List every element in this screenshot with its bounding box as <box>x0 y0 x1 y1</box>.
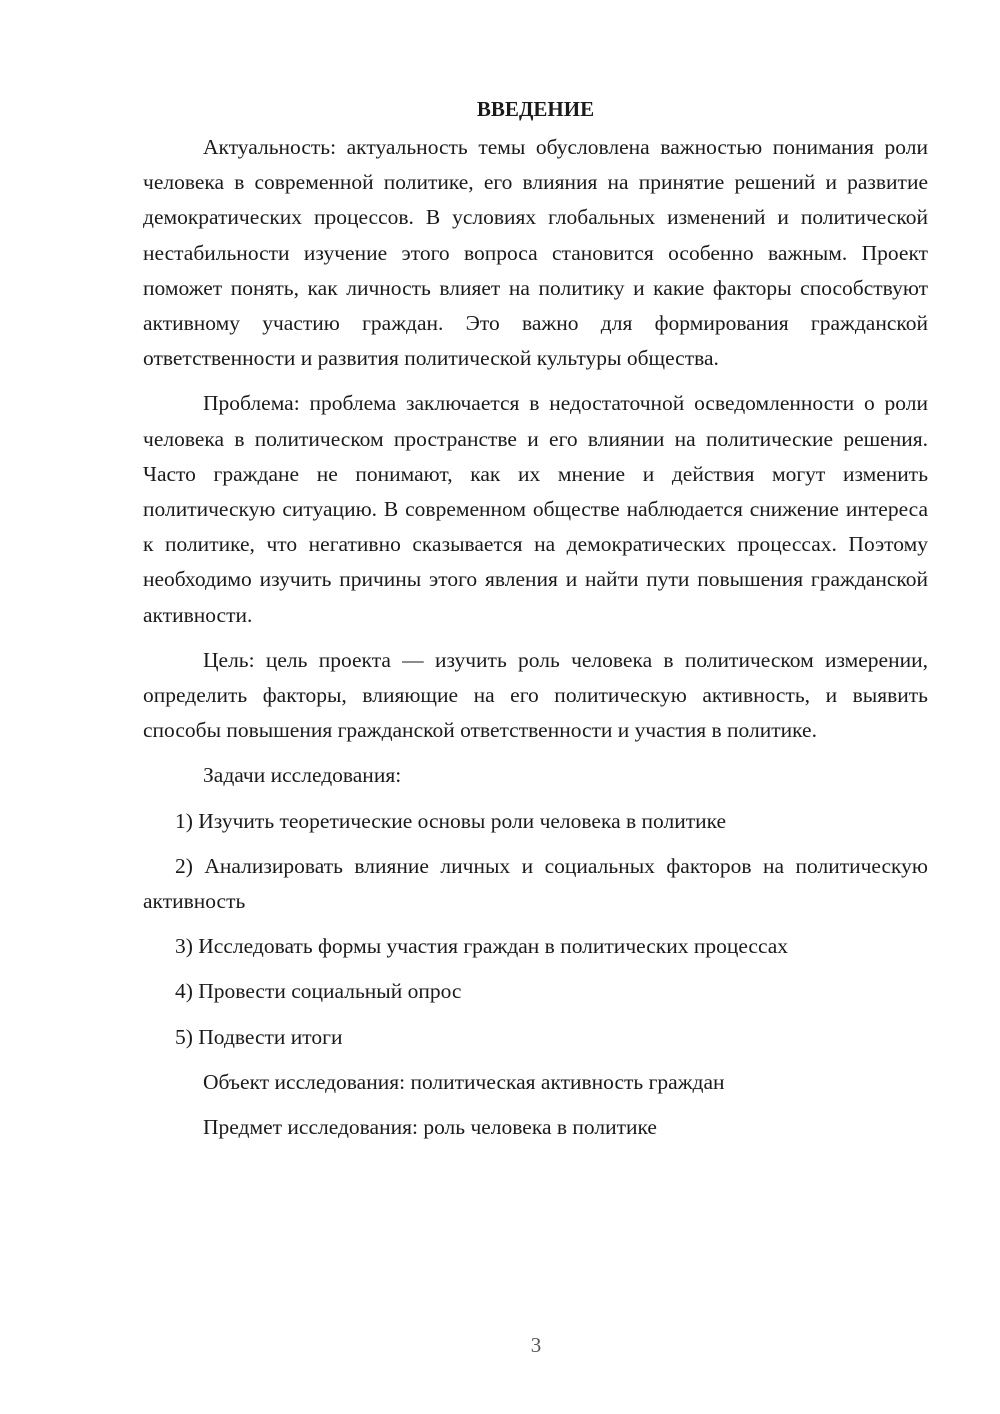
tasks-heading: Задачи исследования: <box>203 763 402 788</box>
task-item-4: 4) Провести социальный опрос <box>175 979 462 1004</box>
goal-paragraph: Цель: цель проекта — изучить роль человека в политическом измерении, определить факторы, влияющие на его политическую активность, и выявить способы повышения гражданской ответственности и участия в политике. <box>143 647 928 743</box>
document-page <box>143 92 928 1155</box>
research-subject: Предмет исследования: роль человека в политике <box>203 1115 657 1140</box>
task-item-2: 2) Анализировать влияние личных и социальных факторов на политическую активность <box>143 853 928 914</box>
task-item-5: 5) Подвести итоги <box>175 1024 343 1049</box>
task-item-1: 1) Изучить теоретические основы роли человека в политике <box>175 808 727 833</box>
research-object: Объект исследования: политическая активность граждан <box>203 1069 725 1094</box>
page-number: 3 <box>530 1333 542 1357</box>
relevance-paragraph: Актуальность: актуальность темы обусловлена важностью понимания роли человека в современной политике, его влияния на принятие решений и развитие демократических процессов. В условиях глобальных изменений и политической нестабильности изучение этого вопроса становится особенно важным. Проект поможет понять, как личность влияет на политику и какие факторы способствуют активному участию граждан. Это важно для формирования гражданской ответственности и развития политической культуры общества. <box>143 135 928 371</box>
page-title: ВВЕДЕНИЕ <box>476 97 595 121</box>
problem-paragraph: Проблема: проблема заключается в недостаточной осведомленности о роли человека в политическом пространстве и его влиянии на политические решения. Часто граждане не понимают, как их мнение и действия могут изменить политическую ситуацию. В современном обществе наблюдается снижение интереса к политике, что негативно сказывается на демократических процессах. Поэтому необходимо изучить причины этого явления и найти пути повышения гражданской активности. <box>143 391 928 627</box>
task-item-3: 3) Исследовать формы участия граждан в политических процессах <box>175 934 789 959</box>
